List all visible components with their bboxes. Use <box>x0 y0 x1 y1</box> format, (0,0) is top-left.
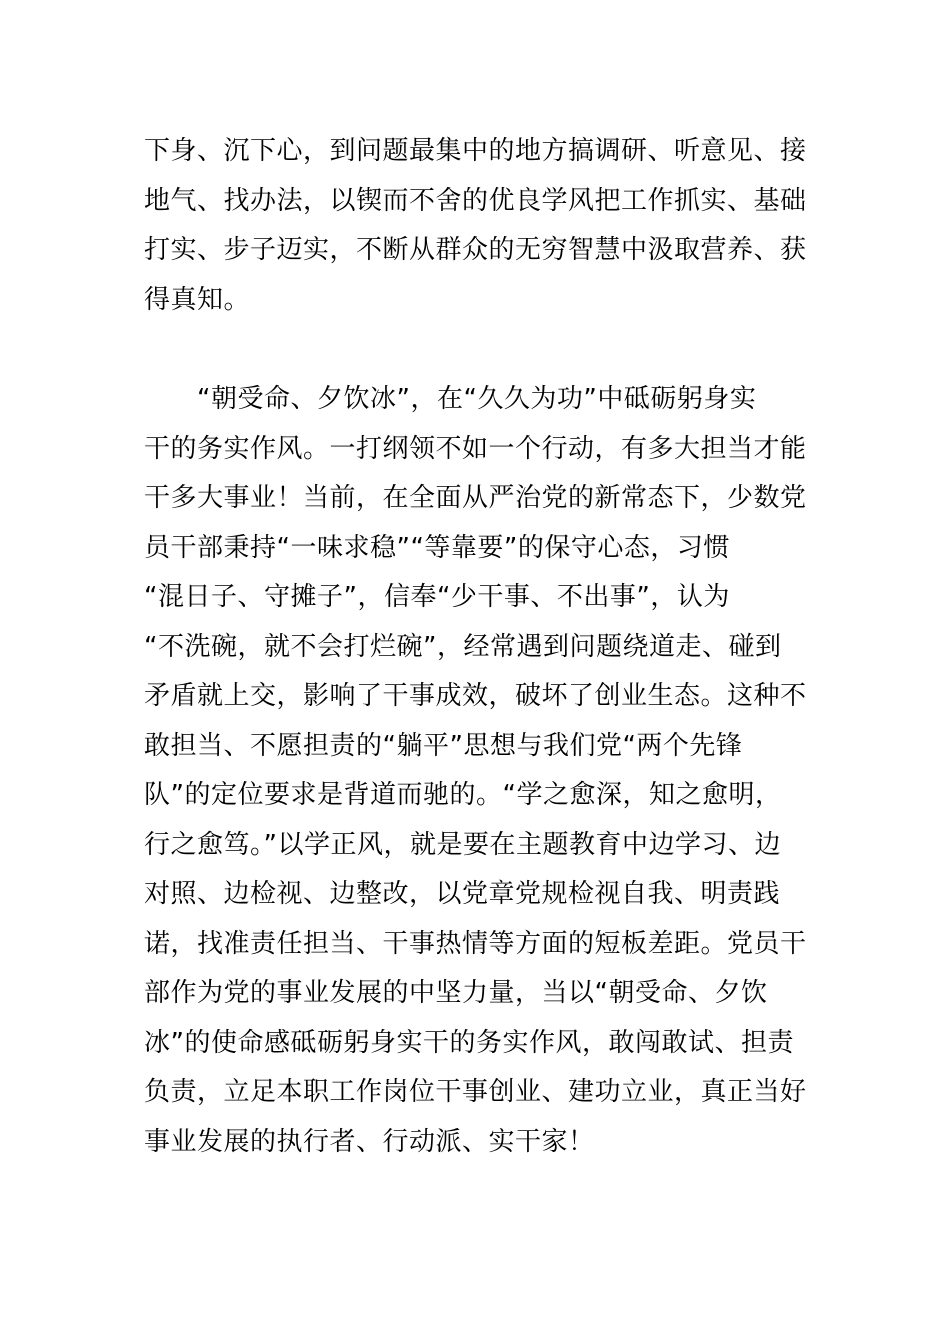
text-line: 行之愈笃。”以学正风，就是要在主题教育中边学习、边 <box>144 829 781 860</box>
text-line: 事业发展的执行者、行动派、实干家！ <box>144 1126 595 1157</box>
text-line: 干多大事业！当前，在全面从严治党的新常态下，少数党 <box>144 483 807 513</box>
text-line: “混日子、守摊子”，信奉“少干事、不出事”，认为 <box>144 582 730 612</box>
text-line: 干的务实作风。一打纲领不如一个行动，有多大担当才能 <box>144 433 807 464</box>
text-line: 员干部秉持“一味求稳”“等靠要”的保守心态，习惯 <box>144 532 730 563</box>
text-line: “不洗碗，就不会打烂碗”，经常遇到问题绕道走、碰到 <box>144 631 782 662</box>
text-line: 矛盾就上交，影响了干事成效，破坏了创业生态。这种不 <box>144 681 807 711</box>
paragraph-2 <box>144 375 814 1167</box>
text-line: 诺，找准责任担当、干事热情等方面的短板差距。党员干 <box>144 928 807 959</box>
text-line: 对照、边检视、边整改，以党章党规检视自我、明责践 <box>144 879 781 909</box>
text-line: 地气、找办法，以锲而不舍的优良学风把工作抓实、基础 <box>144 185 807 216</box>
text-line: 下身、沉下心，到问题最集中的地方搞调研、听意见、接 <box>144 136 807 166</box>
text-line: 得真知。 <box>144 284 251 315</box>
text-line: 敢担当、不愿担责的“躺平”思想与我们党“两个先锋 <box>144 730 743 761</box>
text-line: “朝受命、夕饮冰”，在“久久为功”中砥砺躬身实 <box>144 384 757 414</box>
text-line: 打实、步子迈实，不断从群众的无穷智慧中汲取营养、获 <box>144 235 807 265</box>
paragraph-1 <box>144 127 814 325</box>
text-line: 队”的定位要求是背道而驰的。“学之愈深，知之愈明， <box>144 780 782 810</box>
text-line: 部作为党的事业发展的中坚力量，当以“朝受命、夕饮 <box>144 978 768 1008</box>
text-line: 负责，立足本职工作岗位干事创业、建功立业，真正当好 <box>144 1077 807 1107</box>
text-line: 冰”的使命感砥砺躬身实干的务实作风，敢闯敢试、担责 <box>144 1027 794 1058</box>
